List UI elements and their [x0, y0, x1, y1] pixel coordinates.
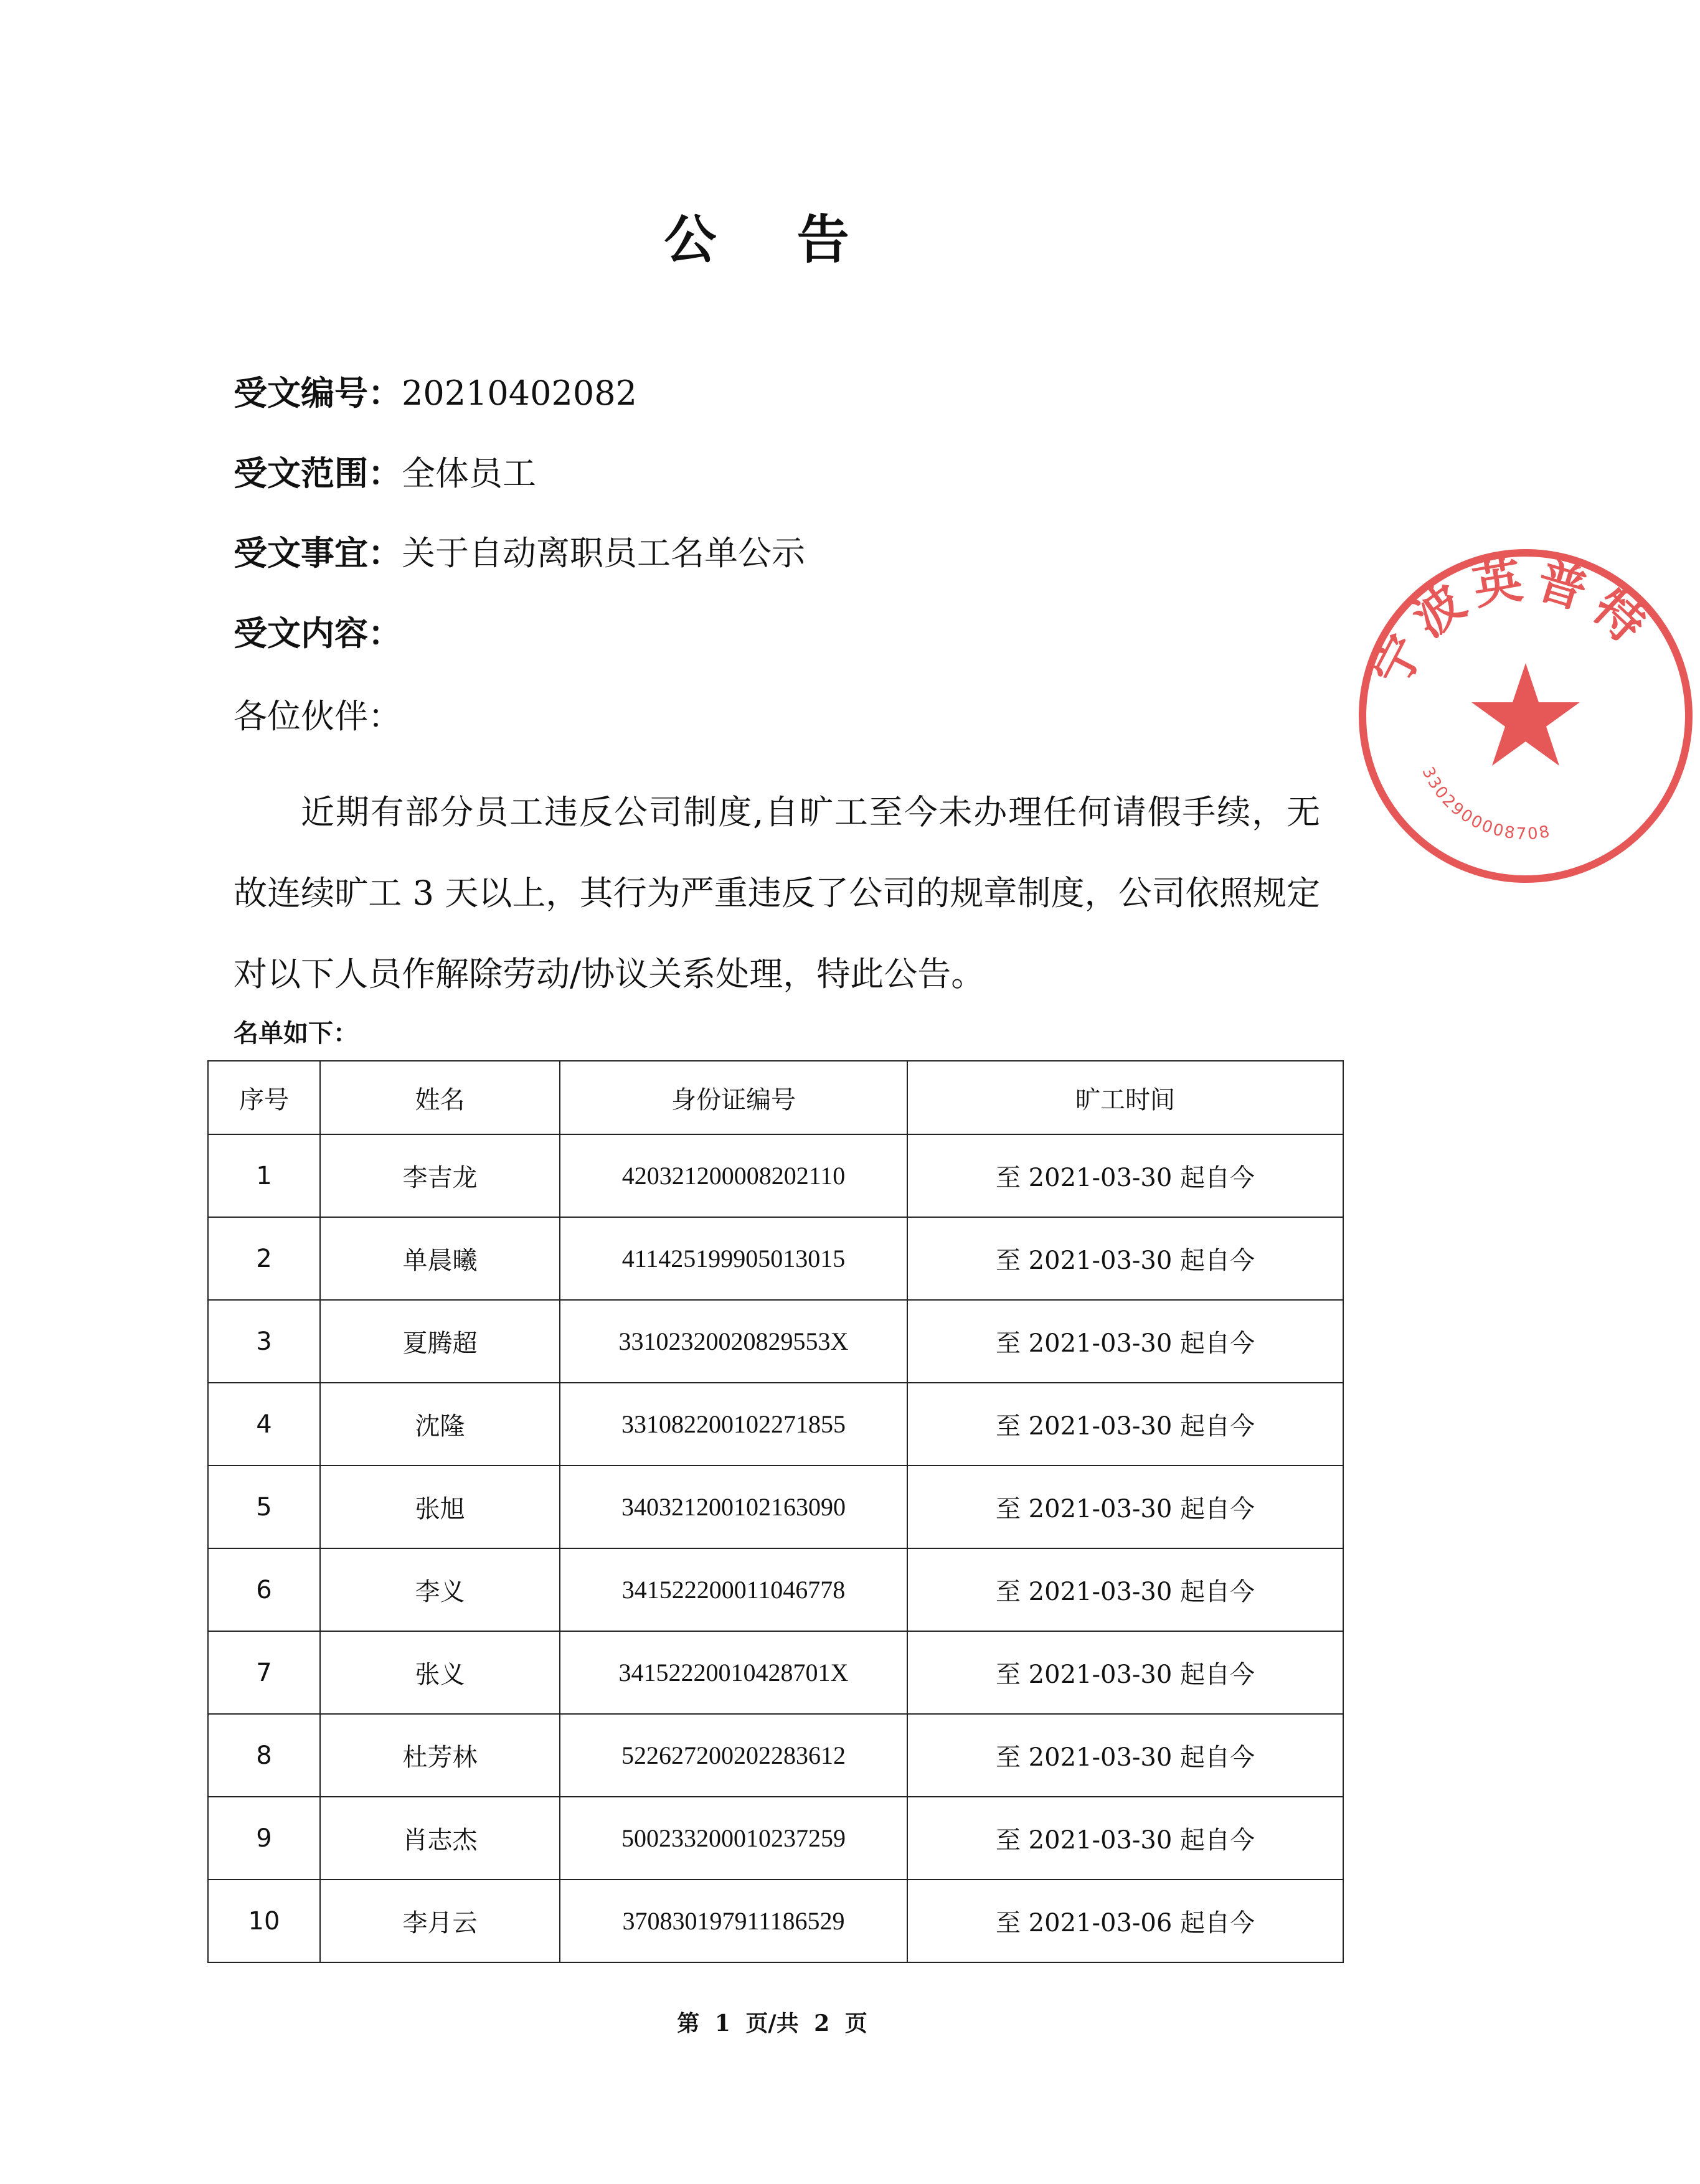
cell-seq: 7	[208, 1631, 320, 1714]
cell-seq: 5	[208, 1466, 320, 1548]
footer-suffix: 页	[844, 2010, 867, 2036]
cell-id: 500233200010237259	[560, 1797, 907, 1880]
cell-seq: 6	[208, 1548, 320, 1631]
cell-id: 522627200202283612	[560, 1714, 907, 1797]
table-header-row	[208, 1061, 1343, 1134]
footer-page-number: 1	[714, 2010, 730, 2036]
cell-name: 李吉龙	[320, 1134, 560, 1217]
cell-absence: 至 2021-03-30 起自今	[907, 1631, 1343, 1714]
cell-id: 34152220010428701X	[560, 1631, 907, 1714]
cell-seq: 2	[208, 1217, 320, 1300]
table-row	[208, 1797, 1343, 1880]
cell-seq: 3	[208, 1300, 320, 1383]
header-cell-name: 姓名	[320, 1061, 560, 1134]
table-row	[208, 1631, 1343, 1714]
company-seal	[1351, 542, 1700, 890]
body-paragraph: 近期有部分员工违反公司制度,自旷工至今未办理任何请假手续，无故连续旷工 3 天以上，其行为严重违反了公司的规章制度，公司依照规定对以下人员作解除劳动/协议关系处理，特此公告。	[234, 793, 1320, 994]
seal-name-text: 宁波英普特	[1362, 550, 1663, 695]
table-row	[208, 1383, 1343, 1466]
field-label: 受文编号：	[234, 373, 402, 413]
cell-seq: 9	[208, 1797, 320, 1880]
document-title: 公 告	[664, 209, 881, 270]
cell-name: 肖志杰	[320, 1797, 560, 1880]
field-value: 全体员工	[402, 454, 536, 493]
field-document-number	[234, 371, 637, 415]
cell-name: 李月云	[320, 1880, 560, 1962]
field-label: 受文内容：	[234, 613, 402, 653]
cell-id: 341522200011046778	[560, 1548, 907, 1631]
cell-name: 张旭	[320, 1466, 560, 1548]
cell-absence: 至 2021-03-30 起自今	[907, 1134, 1343, 1217]
cell-name: 夏腾超	[320, 1300, 560, 1383]
cell-absence: 至 2021-03-30 起自今	[907, 1300, 1343, 1383]
table-row	[208, 1300, 1343, 1383]
seal-number-text: 3302900008708	[1418, 764, 1553, 844]
table-row	[208, 1880, 1343, 1962]
list-heading: 名单如下：	[234, 1019, 358, 1048]
cell-id: 411425199905013015	[560, 1217, 907, 1300]
field-subject	[234, 531, 805, 575]
cell-absence: 至 2021-03-30 起自今	[907, 1217, 1343, 1300]
field-value: 20210402082	[402, 374, 637, 413]
cell-seq: 1	[208, 1134, 320, 1217]
page-footer	[0, 2006, 1544, 2038]
cell-seq: 8	[208, 1714, 320, 1797]
header-cell-absence: 旷工时间	[907, 1061, 1343, 1134]
footer-middle: 页/共	[745, 2010, 799, 2036]
table-row	[208, 1714, 1343, 1797]
cell-absence: 至 2021-03-06 起自今	[907, 1880, 1343, 1962]
cell-absence: 至 2021-03-30 起自今	[907, 1714, 1343, 1797]
table-row	[208, 1548, 1343, 1631]
cell-name: 单晨曦	[320, 1217, 560, 1300]
field-scope	[234, 451, 536, 496]
cell-id: 370830197911186529	[560, 1880, 907, 1962]
cell-seq: 4	[208, 1383, 320, 1466]
table-row	[208, 1134, 1343, 1217]
field-label: 受文范围：	[234, 453, 402, 493]
seal-star-icon	[1471, 663, 1580, 766]
header-cell-seq: 序号	[208, 1061, 320, 1134]
greeting: 各位伙伴：	[234, 697, 402, 736]
cell-id: 420321200008202110	[560, 1134, 907, 1217]
cell-seq: 10	[208, 1880, 320, 1962]
cell-absence: 至 2021-03-30 起自今	[907, 1797, 1343, 1880]
employee-table	[207, 1060, 1344, 1963]
cell-absence: 至 2021-03-30 起自今	[907, 1383, 1343, 1466]
field-content	[234, 611, 402, 656]
cell-name: 杜芳林	[320, 1714, 560, 1797]
cell-absence: 至 2021-03-30 起自今	[907, 1466, 1343, 1548]
cell-name: 张义	[320, 1631, 560, 1714]
footer-page-total: 2	[814, 2010, 830, 2036]
cell-name: 沈隆	[320, 1383, 560, 1466]
cell-id: 33102320020829553X	[560, 1300, 907, 1383]
cell-name: 李义	[320, 1548, 560, 1631]
header-cell-id: 身份证编号	[560, 1061, 907, 1134]
cell-id: 340321200102163090	[560, 1466, 907, 1548]
field-label: 受文事宜：	[234, 533, 402, 573]
cell-id: 331082200102271855	[560, 1383, 907, 1466]
footer-prefix: 第	[677, 2010, 700, 2036]
cell-absence: 至 2021-03-30 起自今	[907, 1548, 1343, 1631]
field-value: 关于自动离职员工名单公示	[402, 534, 805, 573]
table-row	[208, 1217, 1343, 1300]
table-row	[208, 1466, 1343, 1548]
